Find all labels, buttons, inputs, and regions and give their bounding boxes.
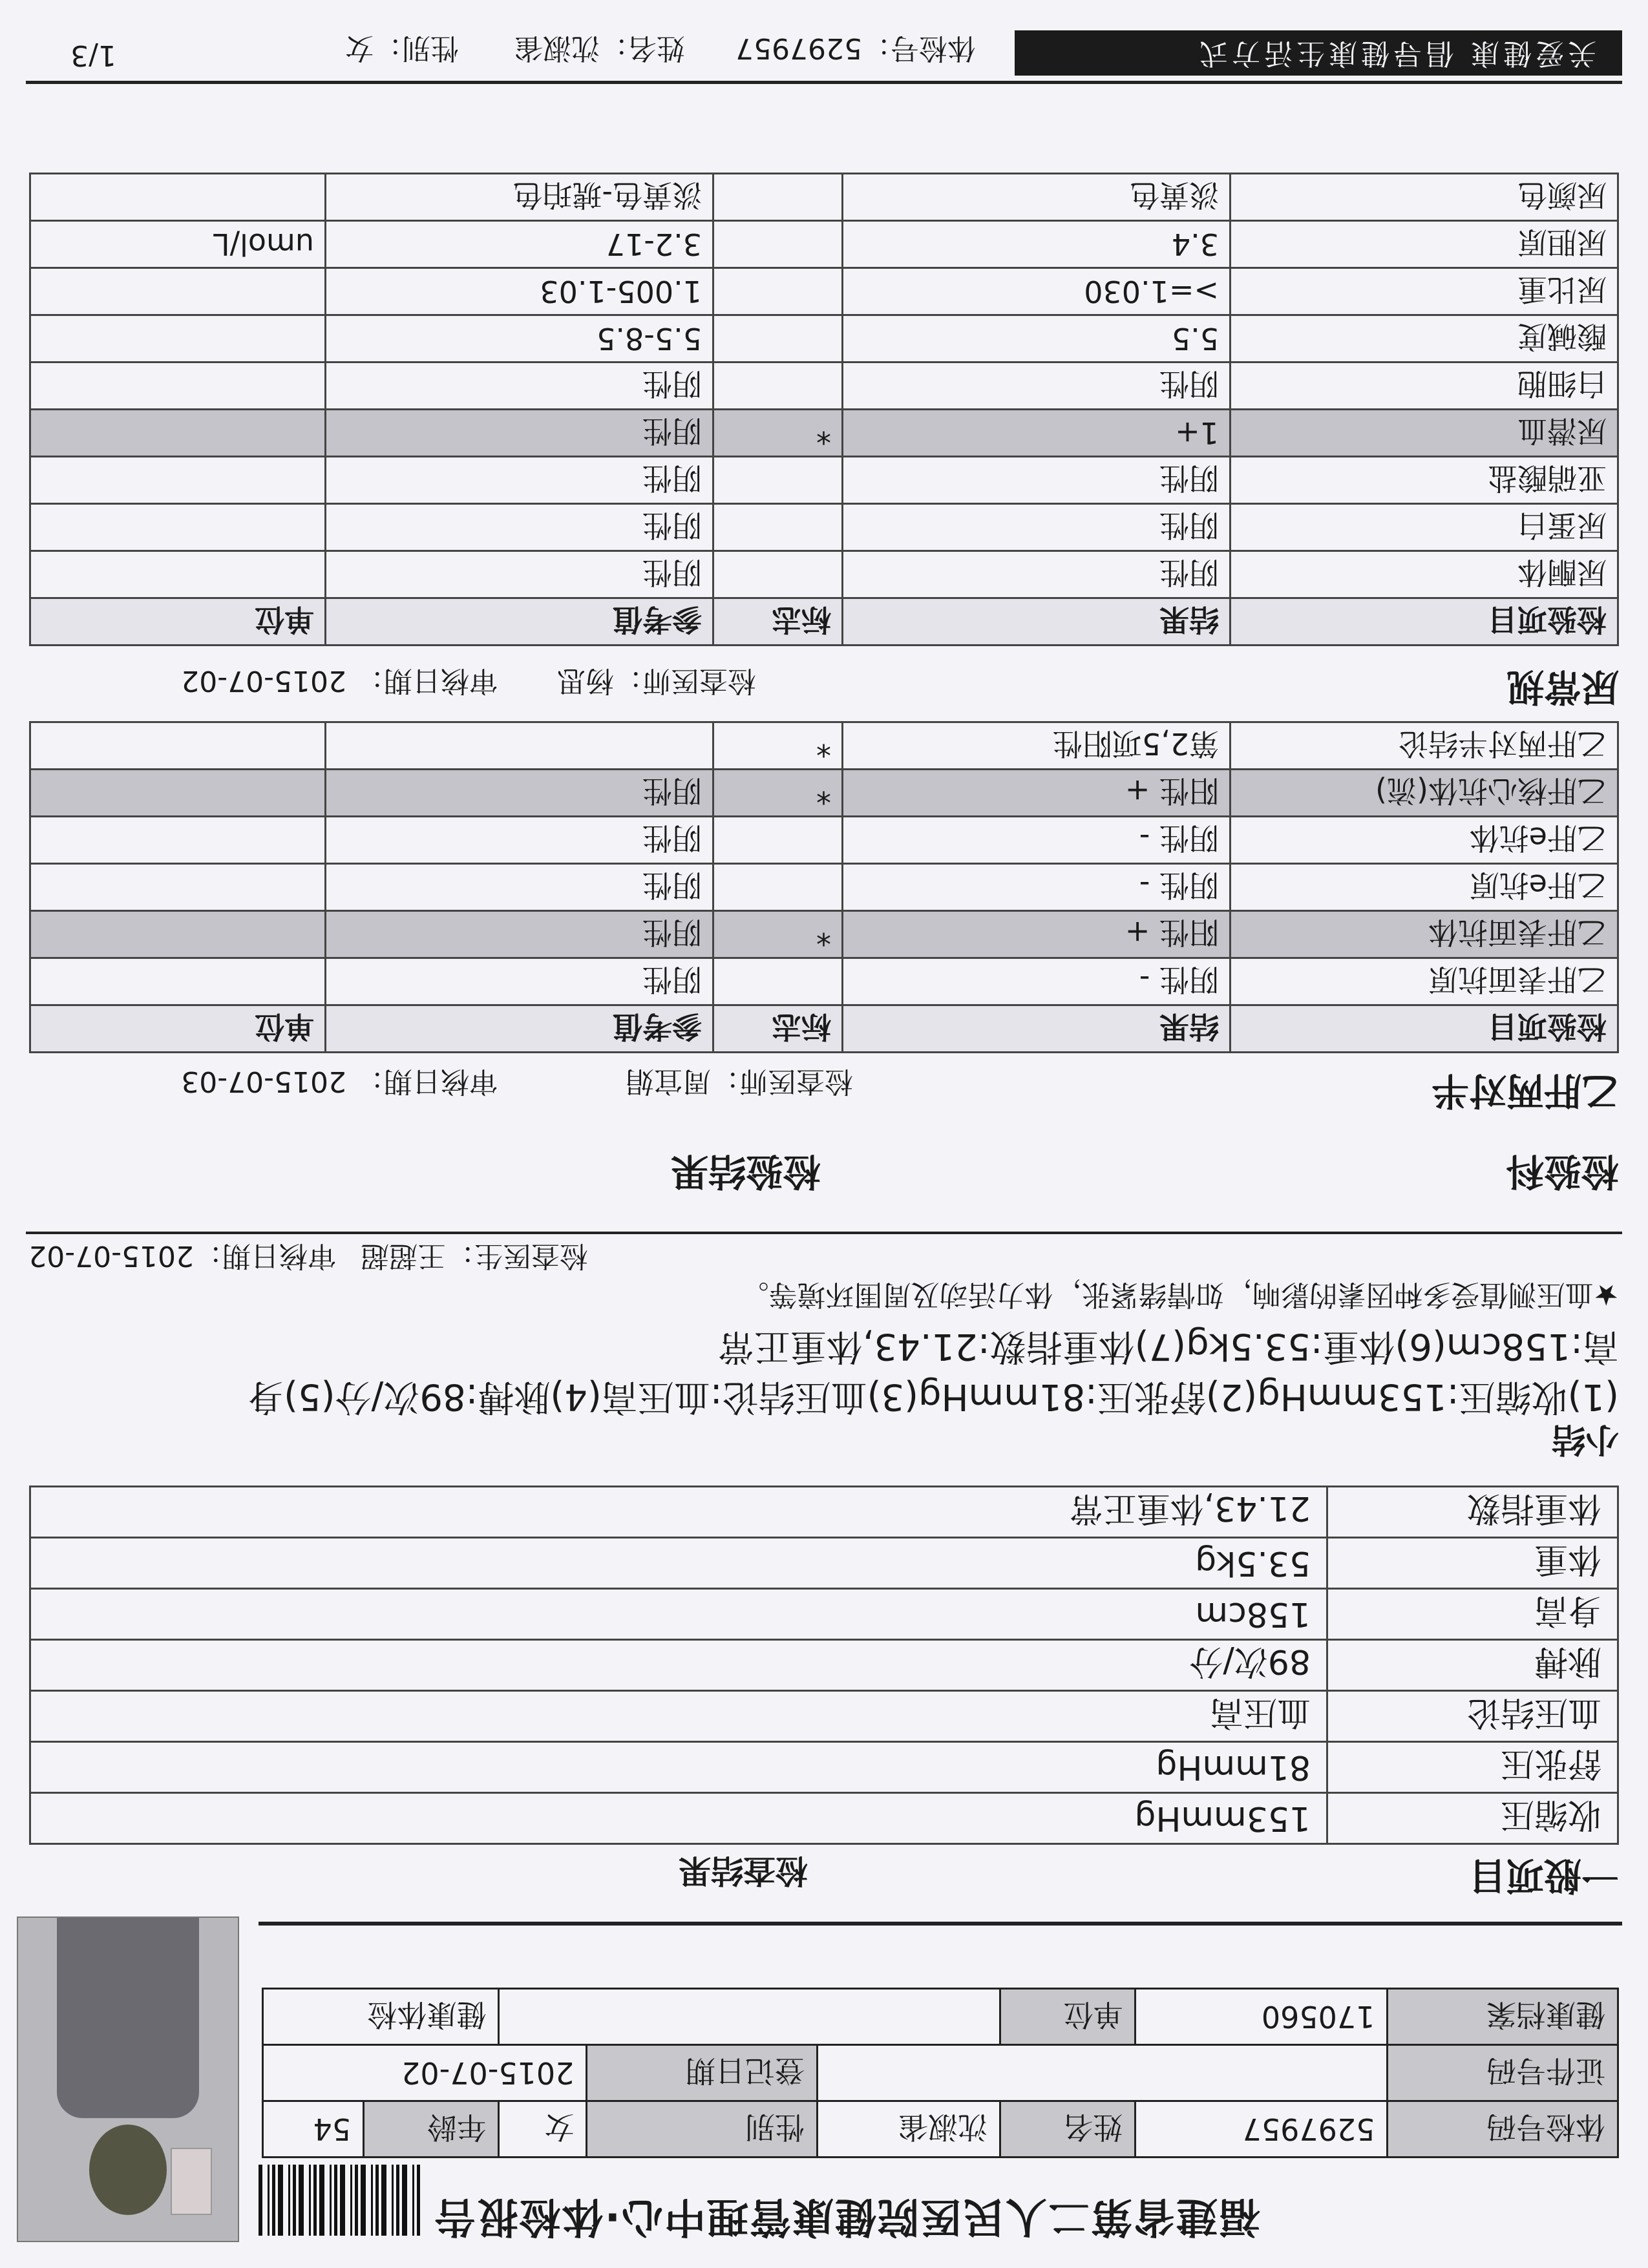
table-row: 酸碱度 5.5 5.5-8.5 xyxy=(30,315,1618,362)
lab-results-title: 检验结果 xyxy=(670,1150,821,1193)
general-section-title: 一般项目 xyxy=(1468,1854,1619,1898)
table-row: 尿潜血 1+ * 阴性 xyxy=(30,410,1618,457)
urine-title: 尿常规 xyxy=(1506,665,1619,709)
summary-text xyxy=(29,1321,1619,1422)
table-row: 体重 53.5kg xyxy=(30,1538,1618,1589)
unit-value xyxy=(499,1989,1000,2045)
exam-no-value: 5297957 xyxy=(1136,2101,1388,2158)
general-result-header: 检查结果 xyxy=(679,1852,808,1889)
table-row: 脉搏 89次/分 xyxy=(30,1640,1618,1691)
hbv-table: 检验项目 结果 标志 参考值 单位 乙肝表面抗原 阴性 - 阴性 乙肝表面抗体 阳性 + * 阴性 乙肝e抗原 阴性 - 阴性 乙肝e抗体 阴性 - 阴性 乙肝核心抗体(流) 阳性 + * 阴性 乙肝两对半结论 第2,5项阳性 * xyxy=(29,721,1619,1053)
table-row: 乙肝核心抗体(流) 阳性 + * 阴性 xyxy=(30,770,1618,817)
age-label: 年龄 xyxy=(364,2101,499,2158)
barcode-image xyxy=(259,2165,420,2236)
general-items-table xyxy=(29,1486,1619,1845)
footer-sex: 性别：女 xyxy=(345,32,459,65)
table-row: 乙肝两对半结论 第2,5项阳性 * xyxy=(30,722,1618,770)
unit-label: 单位 xyxy=(1000,1989,1136,2045)
table-row: 乙肝表面抗原 阴性 - 阴性 xyxy=(30,958,1618,1005)
reg-date-value: 2015-07-02 xyxy=(263,2045,587,2101)
name-value: 沈淑雀 xyxy=(817,2101,1000,2158)
lab-dept-title: 检验科 xyxy=(1506,1150,1619,1193)
blood-pressure-note: ★血压测值受多种因素的影响，如情绪紧张，体力活动及周围环境等。 xyxy=(740,1278,1619,1311)
table-row: 尿颜色 淡黄色 淡黄色-琥珀色 xyxy=(30,174,1618,221)
general-doctor: 检查医生：王超超 xyxy=(361,1239,588,1272)
section-divider xyxy=(26,1232,1622,1234)
table-row: 尿酮体 阴性 阴性 xyxy=(30,551,1618,598)
table-row: 身高 158cm xyxy=(30,1589,1618,1640)
urine-doctor: 检查医师：杨思 xyxy=(557,664,756,697)
patient-photo xyxy=(17,1916,239,2242)
general-review-date: 审核日期：2015-07-02 xyxy=(28,1239,336,1272)
summary-title: 小结 xyxy=(1551,1420,1619,1458)
name-label: 姓名 xyxy=(1000,2101,1136,2158)
footer-exam-no: 体检号：5297957 xyxy=(735,32,976,65)
footer-name: 姓名：沈淑雀 xyxy=(514,32,685,65)
table-row: 血压结论 血压高 xyxy=(30,1691,1618,1742)
urine-table: 检验项目 结果 标志 参考值 单位 尿酮体 阴性 阴性 尿蛋白 阴性 阴性 亚硝酸盐 阴性 阴性 尿潜血 1+ * 阴性 白细胞 阴性 阴性 酸碱度 5.5 5.5-8.5 尿比重 >=1.030 1.005-1.03 尿胆原 3.4 3.2-17 umol/L 尿颜色 淡黄色 淡黄色-琥珀色 xyxy=(29,173,1619,646)
footer-slogan: 关爱健康 倡导健康生活方式 xyxy=(1015,30,1622,76)
exam-no-label: 体检号码 xyxy=(1388,2101,1618,2158)
table-row: 收缩压 153mmHg xyxy=(30,1793,1618,1844)
reg-date-label: 登记日期 xyxy=(587,2045,818,2101)
table-row: 尿胆原 3.4 3.2-17 umol/L xyxy=(30,221,1618,268)
table-row: 亚硝酸盐 阴性 阴性 xyxy=(30,457,1618,504)
hbv-review-date: 审核日期： 2015-07-03 xyxy=(181,1065,498,1098)
table-row: 尿比重 >=1.030 1.005-1.03 xyxy=(30,268,1618,315)
table-row: 白细胞 阴性 阴性 xyxy=(30,362,1618,410)
table-row: 尿蛋白 阴性 阴性 xyxy=(30,504,1618,551)
report-title: 福建省第二人民医院健康管理中心·体检报告 xyxy=(432,2192,1260,2240)
header-divider xyxy=(259,1922,1622,1926)
summary-line-2: 高:158cm(6)体重:53.5kg(7)体重指数:21.43,体重正常 xyxy=(717,1325,1619,1367)
age-value: 54 xyxy=(263,2101,364,2158)
table-row: 乙肝e抗原 阴性 - 阴性 xyxy=(30,864,1618,911)
footer-page-number: 1/3 xyxy=(70,39,116,72)
id-label: 证件号码 xyxy=(1388,2045,1618,2101)
table-row: 乙肝e抗体 阴性 - 阴性 xyxy=(30,817,1618,864)
patient-info-table xyxy=(262,1988,1619,2158)
page-footer xyxy=(26,26,1622,84)
id-value xyxy=(817,2045,1387,2101)
table-row: 体重指数 21.43,体重正常 xyxy=(30,1487,1618,1538)
file-value: 170560 xyxy=(1136,1989,1388,2045)
exam-type: 健康体检 xyxy=(263,1989,500,2045)
table-row: 舒张压 81mmHg xyxy=(30,1742,1618,1793)
hbv-doctor: 检查医师：周宜娟 xyxy=(626,1065,853,1098)
summary-line-1: (1)收缩压:153mmHg(2)舒张压:81mmHg(3)血压结论:血压高(4)脉搏:89次/分(5)身 xyxy=(248,1376,1619,1418)
urine-review-date: 审核日期： 2015-07-02 xyxy=(181,664,498,697)
sex-value: 女 xyxy=(499,2101,587,2158)
sex-label: 性别 xyxy=(587,2101,818,2158)
file-label: 健康档案 xyxy=(1388,1989,1618,2045)
table-row: 乙肝表面抗体 阳性 + * 阴性 xyxy=(30,911,1618,958)
hbv-title: 乙肝两对半 xyxy=(1431,1069,1619,1113)
